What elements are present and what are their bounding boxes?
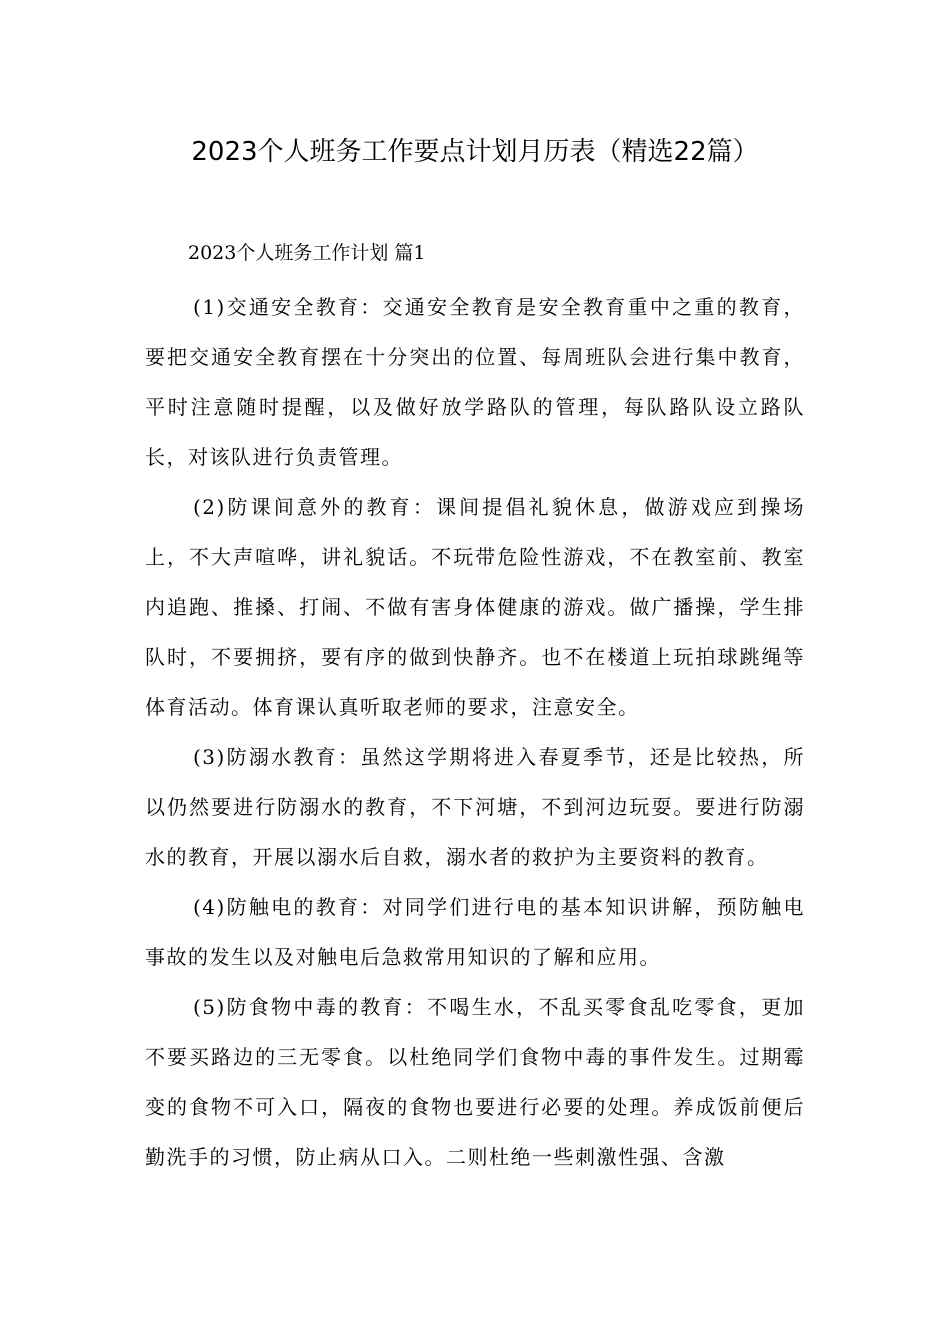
paragraph-recess-safety: (2)防课间意外的教育：课间提倡礼貌休息，做游戏应到操场上，不大声喧哗，讲礼貌话。不玩带危险性游戏，不在教室前、教室内追跑、推搡、打闹、不做有害身体健康的游戏。做广播操，学生排队时，不要拥挤，要有序的做到快静齐。也不在楼道上玩拍球跳绳等体育活动。体育课认真听取老师的要求，注意安全。: [145, 495, 805, 719]
paragraph-traffic-safety: (1)交通安全教育：交通安全教育是安全教育重中之重的教育，要把交通安全教育摆在十分突出的位置、每周班队会进行集中教育，平时注意随时提醒，以及做好放学路队的管理，每队路队设立路队长，对该队进行负责管理。: [145, 295, 805, 469]
document-title: 2023个人班务工作要点计划月历表（精选22篇）: [191, 137, 759, 167]
paragraph-drowning-prevention: (3)防溺水教育：虽然这学期将进入春夏季节，还是比较热，所以仍然要进行防溺水的教育，不下河塘，不到河边玩耍。要进行防溺水的教育，开展以溺水后自救，溺水者的救护为主要资料的教育。: [145, 745, 805, 869]
paragraph-food-poisoning-prevention: (5)防食物中毒的教育：不喝生水，不乱买零食乱吃零食，更加不要买路边的三无零食。以杜绝同学们食物中毒的事件发生。过期霉变的食物不可入口，隔夜的食物也要进行必要的处理。养成饭前便后勤洗手的习惯，防止病从口入。二则杜绝一些刺激性强、含激: [145, 995, 805, 1169]
document-body: [145, 282, 805, 1182]
section-heading: 2023个人班务工作计划 篇1: [188, 242, 426, 264]
paragraph-electric-shock-prevention: (4)防触电的教育：对同学们进行电的基本知识讲解，预防触电事故的发生以及对触电后急救常用知识的了解和应用。: [145, 895, 805, 969]
